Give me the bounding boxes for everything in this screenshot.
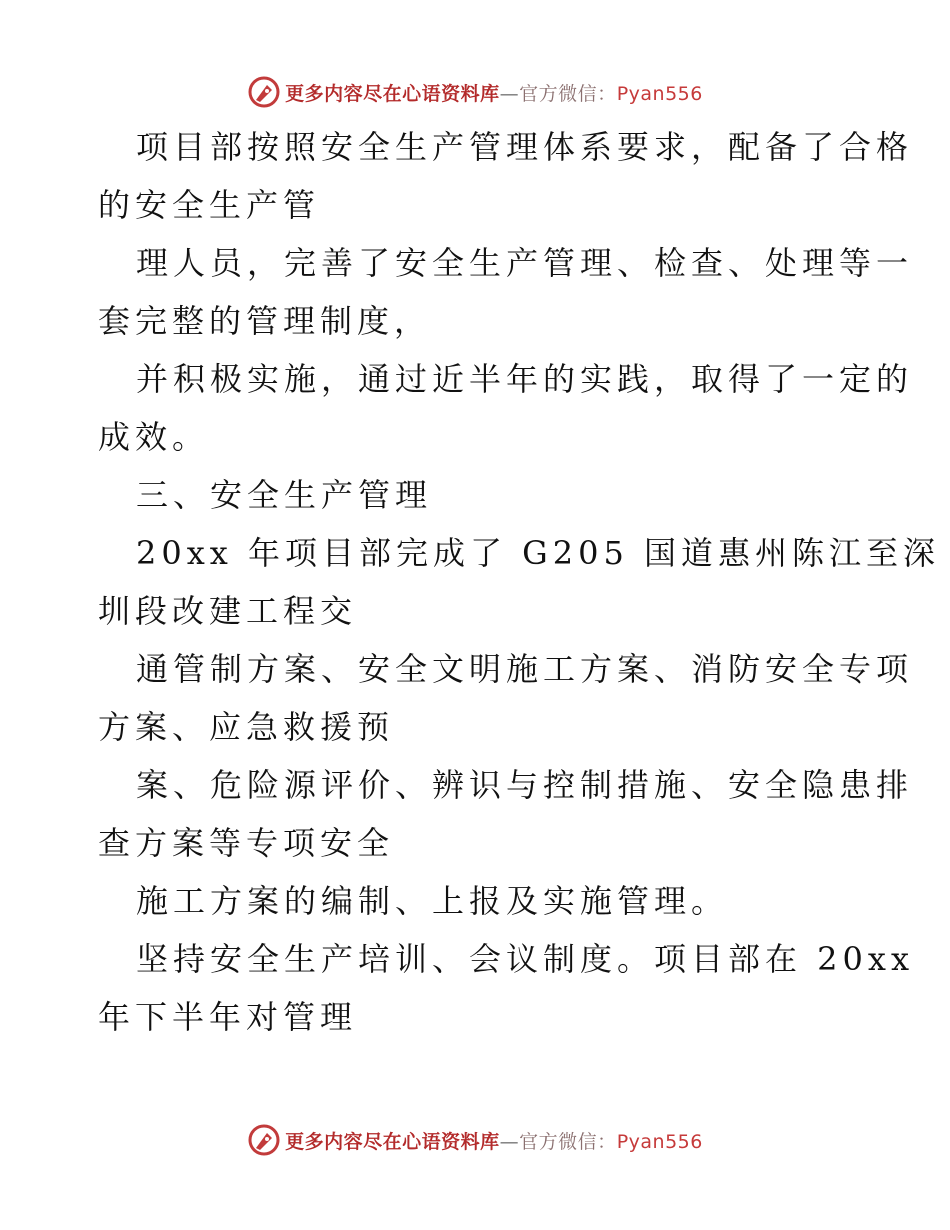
paragraph-line: 的安全生产管 <box>98 186 321 224</box>
paragraph-line: 案、危险源评价、辨识与控制措施、安全隐患排 <box>136 766 914 804</box>
paragraph-line: 理人员，完善了安全生产管理、检查、处理等一 <box>136 244 914 282</box>
pen-nib-seal-icon <box>247 1123 281 1157</box>
paragraph-line: 套完整的管理制度， <box>98 302 432 340</box>
paragraph-line: 方案、应急救援预 <box>98 708 395 746</box>
section-heading: 三、安全生产管理 <box>136 476 433 514</box>
banner-text <box>285 79 703 106</box>
paragraph-line: 施工方案的编制、上报及实施管理。 <box>136 882 729 920</box>
paragraph-line: 通管制方案、安全文明施工方案、消防安全专项 <box>136 650 914 688</box>
banner-wechat-label: 官方微信： <box>519 82 617 105</box>
banner-separator: — <box>499 82 520 105</box>
header-banner <box>0 70 950 114</box>
paragraph-line: 20xx 年项目部完成了 G205 国道惠州陈江至深 <box>136 534 940 572</box>
banner-main-text: 更多内容尽在心语资料库 <box>285 1130 500 1153</box>
banner-separator: — <box>499 1130 520 1153</box>
paragraph-line: 查方案等专项安全 <box>98 824 395 862</box>
paragraph-line: 项目部按照安全生产管理体系要求，配备了合格 <box>136 128 914 166</box>
paragraph-line: 并积极实施，通过近半年的实践，取得了一定的 <box>136 360 914 398</box>
paragraph-line: 坚持安全生产培训、会议制度。项目部在 20xx <box>136 940 914 978</box>
paragraph-line: 年下半年对管理 <box>98 998 358 1036</box>
paragraph-line: 圳段改建工程交 <box>98 592 358 630</box>
banner-text <box>285 1127 703 1154</box>
banner-wechat-id: Pyan556 <box>616 1130 703 1153</box>
banner-wechat-label: 官方微信： <box>519 1130 617 1153</box>
document-body <box>98 118 940 1046</box>
footer-banner <box>0 1118 950 1162</box>
banner-wechat-id: Pyan556 <box>616 82 703 105</box>
pen-nib-seal-icon <box>247 75 281 109</box>
paragraph-line: 成效。 <box>98 418 210 456</box>
banner-main-text: 更多内容尽在心语资料库 <box>285 82 500 105</box>
